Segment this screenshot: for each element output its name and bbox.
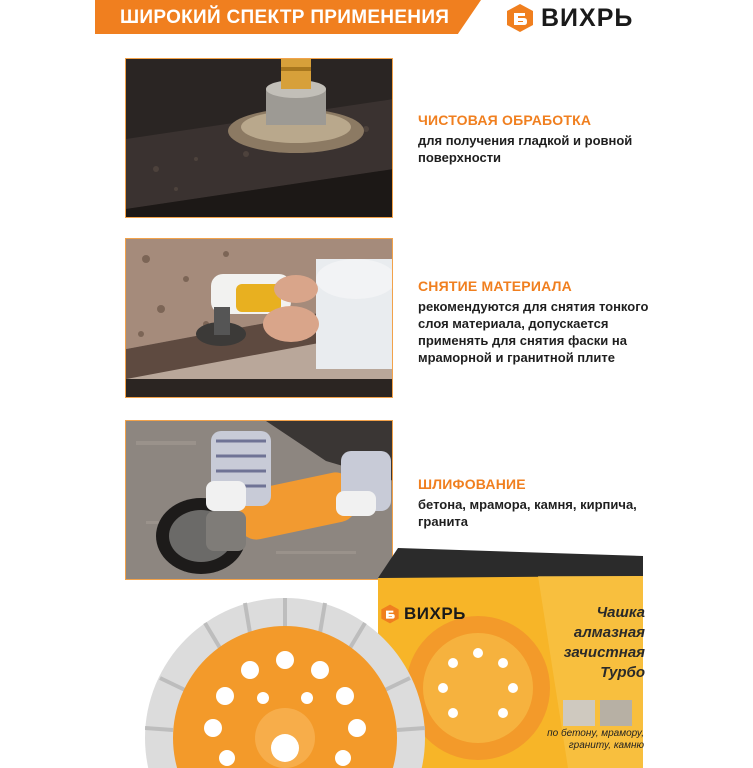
- brand-logo: [505, 3, 633, 33]
- feature-title-finishing: ЧИСТОВАЯ ОБРАБОТКА: [418, 112, 592, 128]
- photo-finishing: [125, 58, 393, 218]
- brand-name: ВИХРЬ: [541, 3, 634, 32]
- photo-grinding: [125, 420, 393, 580]
- diamond-cup-disc: [145, 598, 440, 768]
- box-title-line: зачистная: [563, 644, 645, 661]
- box-title-line: алмазная: [573, 624, 645, 641]
- box-title-line: Турбо: [600, 664, 645, 681]
- box-product-title: [540, 603, 645, 683]
- feature-title-removal: СНЯТИЕ МАТЕРИАЛА: [418, 278, 572, 294]
- feature-title-grinding: ШЛИФОВАНИЕ: [418, 476, 526, 492]
- box-title-line: Чашка: [596, 604, 645, 621]
- box-product-subtitle: по бетону, мрамору, граниту, камню: [547, 728, 644, 751]
- feature-desc-grinding: бетона, мрамора, камня, кирпича, гранита: [418, 497, 637, 529]
- feature-desc-finishing: для получения гладкой и ровной поверхности: [418, 133, 633, 165]
- photo-removal: [125, 238, 393, 398]
- feature-desc-removal: рекомендуются для снятия тонкого слоя материала, допускается применять для снятия фаски на мраморной и гранитной плите: [418, 299, 649, 365]
- box-brand-name: ВИХРЬ: [404, 604, 466, 623]
- banner-title: ШИРОКИЙ СПЕКТР ПРИМЕНЕНИЯ: [120, 7, 450, 28]
- brand-hexagon-icon: [505, 3, 535, 33]
